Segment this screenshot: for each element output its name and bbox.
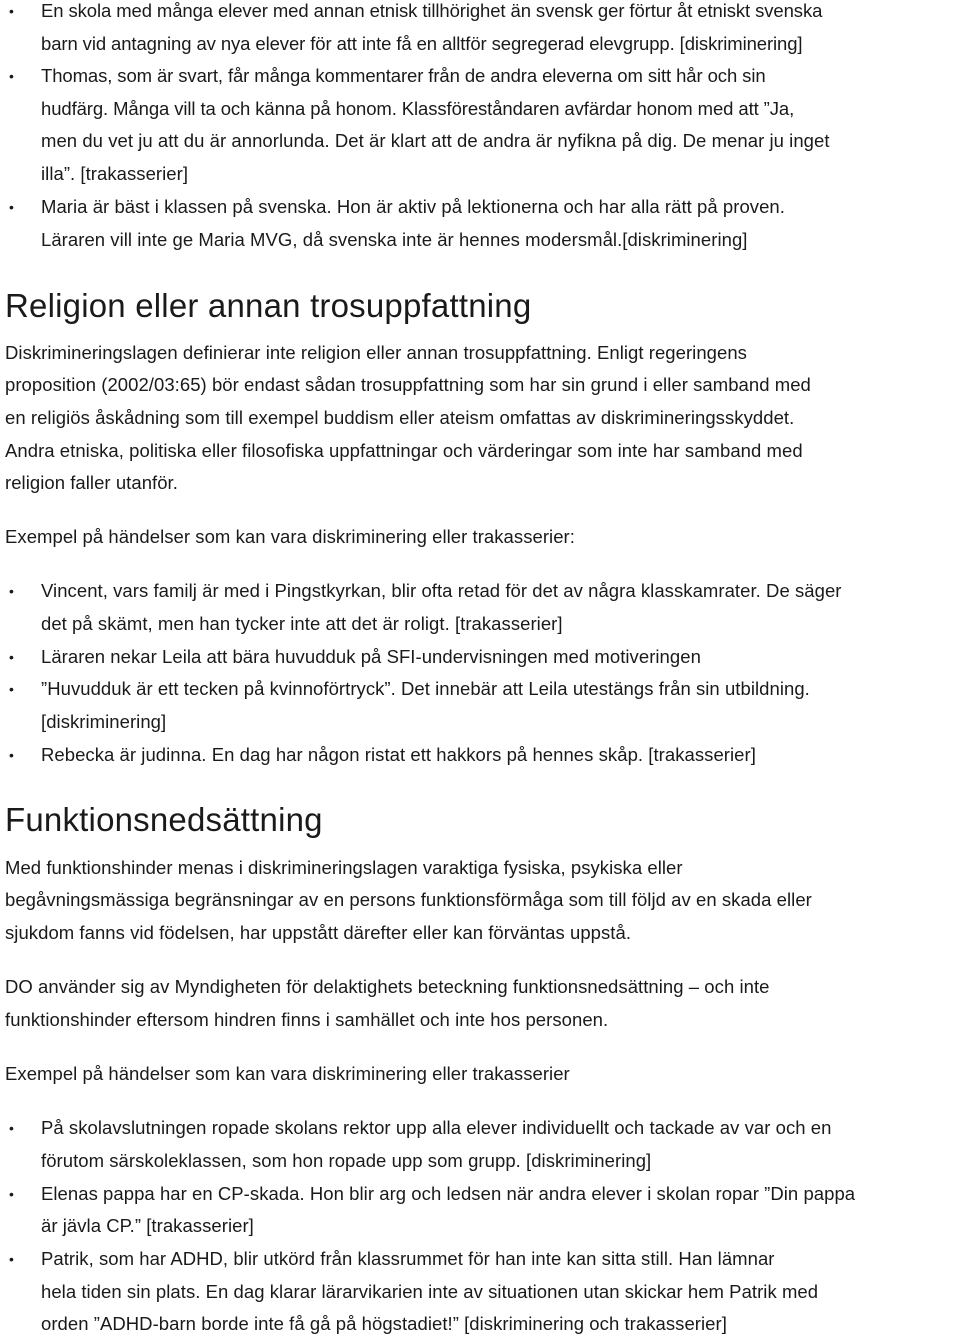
bullet: • [9,1120,14,1136]
paragraph-line: Med funktionshinder menas i diskrimineringslagen varaktiga fysiska, psykiska eller [5,857,683,878]
list-item-text-line: Läraren nekar Leila att bära huvudduk på SFI-undervisningen med motiveringen [41,646,701,667]
paragraph-line: religion faller utanför. [5,472,178,493]
paragraph-line: Andra etniska, politiska eller filosofiska uppfattningar och värderingar som inte har samband med [5,440,803,461]
list-item-text-line: illa”. [trakasserier] [41,163,189,184]
bullet: • [9,583,14,599]
examples-intro: Exempel på händelser som kan vara diskriminering eller trakasserier [5,1063,570,1084]
list-item-text-line: Maria är bäst i klassen på svenska. Hon är aktiv på lektionerna och har alla rätt på proven. [41,196,785,217]
list-item-text-line: förutom särskoleklassen, som hon ropade upp som grupp. [diskriminering] [41,1150,652,1171]
list-item-text-line: Thomas, som är svart, får många kommentarer från de andra eleverna om sitt hår och sin [41,65,766,86]
list-item-text-line: På skolavslutningen ropade skolans rektor upp alla elever individuellt och tackade av var och en [41,1117,832,1138]
section-heading-religion: Religion eller annan trosuppfattning [5,287,532,324]
paragraph-line: sjukdom fanns vid födelsen, har uppstått därefter eller kan förväntas uppstå. [5,922,632,943]
paragraph-line: en religiös åskådning som till exempel buddism eller ateism omfattas av diskrimineringsskyddet. [5,407,795,428]
bullet: • [9,3,14,19]
list-item-text-line: [diskriminering] [41,711,167,732]
paragraph-line: begåvningsmässiga begränsningar av en persons funktionsförmåga som till följd av en skada eller [5,889,812,910]
list-item-text-line: är jävla CP.” [trakasserier] [41,1215,254,1236]
paragraph-line: proposition (2002/03:65) bör endast sådan trosuppfattning som har sin grund i eller samband med [5,374,811,395]
list-item-text-line: Elenas pappa har en CP-skada. Hon blir arg och ledsen när andra elever i skolan ropar ”Din pappa [41,1183,856,1204]
bullet: • [9,199,14,215]
list-item-text-line: Läraren vill inte ge Maria MVG, då svenska inte är hennes modersmål.[diskriminering] [41,229,748,250]
section-heading-disability: Funktionsnedsättning [5,801,323,838]
paragraph-line: Diskrimineringslagen definierar inte religion eller annan trosuppfattning. Enligt regeringens [5,342,747,363]
bullet: • [9,1186,14,1202]
bullet: • [9,68,14,84]
list-item-text-line: men du vet ju att du är annorlunda. Det är klart att de andra är nyfikna på dig. De menar ju inget [41,130,830,151]
paragraph-line: DO använder sig av Myndigheten för delaktighets beteckning funktionsnedsättning – och inte [5,976,770,997]
list-item-text-line: barn vid antagning av nya elever för att inte få en alltför segregerad elevgrupp. [diskriminering] [41,33,803,54]
bullet: • [9,681,14,697]
list-item-text-line: Rebecka är judinna. En dag har någon ristat ett hakkors på hennes skåp. [trakasserier] [41,744,756,765]
list-item-text-line: hela tiden sin plats. En dag klarar lärarvikarien inte av situationen utan skickar hem Patrik med [41,1281,819,1302]
bullet: • [9,747,14,763]
bullet: • [9,1251,14,1267]
list-item-text-line: ”Huvudduk är ett tecken på kvinnoförtryck”. Det innebär att Leila utestängs från sin utbildning. [41,678,810,699]
list-item-text-line: Vincent, vars familj är med i Pingstkyrkan, blir ofta retad för det av några klasskamrater. De säger [41,580,842,601]
examples-intro: Exempel på händelser som kan vara diskriminering eller trakasserier: [5,526,575,547]
list-item-text-line: det på skämt, men han tycker inte att det är roligt. [trakasserier] [41,613,563,634]
list-item-text-line: En skola med många elever med annan etnisk tillhörighet än svensk ger förtur åt etniskt svenska [41,0,823,21]
list-item-text-line: hudfärg. Många vill ta och känna på honom. Klassföreståndaren avfärdar honom med att ”Ja, [41,98,795,119]
list-item-text-line: Patrik, som har ADHD, blir utkörd från klassrummet för han inte kan sitta still. Han lämnar [41,1248,775,1269]
paragraph-line: funktionshinder eftersom hindren finns i samhället och inte hos personen. [5,1009,609,1030]
list-item-text-line: orden ”ADHD-barn borde inte få gå på högstadiet!” [diskriminering och trakasserier] [41,1313,727,1334]
bullet: • [9,649,14,665]
